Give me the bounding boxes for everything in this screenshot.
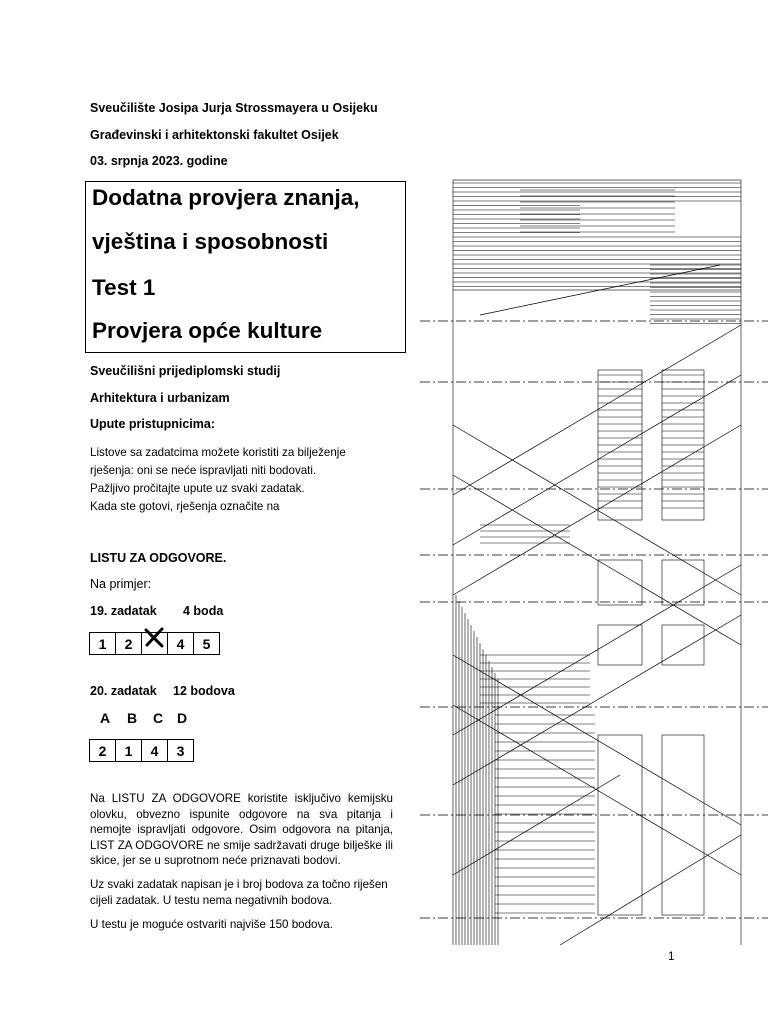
column-letter: B [127, 710, 138, 726]
x-mark-icon [143, 627, 165, 649]
example1-task: 19. zadatak [90, 604, 157, 618]
example2-points: 12 bodova [173, 684, 235, 698]
answer-cell: 4 [141, 739, 168, 762]
example1-answer-row [89, 632, 220, 655]
university-name: Sveučilište Josipa Jurja Strossmayera u Osijeku [90, 101, 378, 115]
instruction-line: Listove sa zadatcima možete koristiti za bilježenje [90, 446, 346, 459]
title-line-1: Dodatna provjera znanja, [92, 185, 360, 210]
answer-cell-crossed [141, 632, 168, 655]
column-letter: C [153, 710, 164, 726]
example1-points: 4 boda [183, 604, 224, 618]
architectural-facade-drawing-icon [420, 175, 768, 950]
answer-cell: 5 [193, 632, 220, 655]
example2-answer-row [89, 739, 194, 762]
instruction-line: Pažljivo pročitajte upute uz svaki zadatak. [90, 482, 305, 495]
rules-paragraph-3: U testu je moguće ostvariti najviše 150 bodova. [90, 918, 333, 931]
course-name: Arhitektura i urbanizam [90, 391, 230, 405]
answer-cell: 2 [115, 632, 142, 655]
instructions-heading: Upute pristupnicima: [90, 417, 216, 431]
faculty-name: Građevinski i arhitektonski fakultet Osijek [90, 128, 339, 142]
answer-cell: 3 [167, 739, 194, 762]
test-subject: Provjera opće kulture [92, 318, 323, 343]
column-letter: A [100, 710, 111, 726]
exam-date: 03. srpnja 2023. godine [90, 154, 228, 168]
instruction-line: Kada ste gotovi, rješenja označite na [90, 500, 280, 513]
answer-sheet-label: LISTU ZA ODGOVORE. [90, 551, 227, 565]
rules-paragraph-2: Uz svaki zadatak napisan je i broj bodova za točno riješen cijeli zadatak. U testu nema negativnih bodova. [90, 878, 388, 907]
title-line-2: vještina i sposobnosti [92, 229, 329, 254]
page-number: 1 [668, 950, 675, 963]
column-letter: D [177, 710, 188, 726]
study-program: Sveučilišni prijediplomski studij [90, 364, 281, 378]
answer-cell: 4 [167, 632, 194, 655]
example-intro: Na primjer: [90, 577, 152, 591]
rules-paragraph-1: Na LISTU ZA ODGOVORE koristite isključivo kemijsku olovku, obvezno ispunite odgovore na sva pitanja i nemojte ispravljati odgovore. Osim odgovora na pitanja, LIST ZA ODGOVORE ne smije sadržavati druge bilješke ili skice, jer se u suprotnom neće priznavati bodovi. [90, 792, 393, 867]
example2-task: 20. zadatak [90, 684, 157, 698]
instruction-line: rješenja: oni se neće ispravljati niti bodovati. [90, 464, 317, 477]
answer-cell: 1 [89, 632, 116, 655]
test-number: Test 1 [92, 275, 156, 300]
title-box [85, 181, 406, 353]
answer-cell: 2 [89, 739, 116, 762]
answer-cell: 1 [115, 739, 142, 762]
